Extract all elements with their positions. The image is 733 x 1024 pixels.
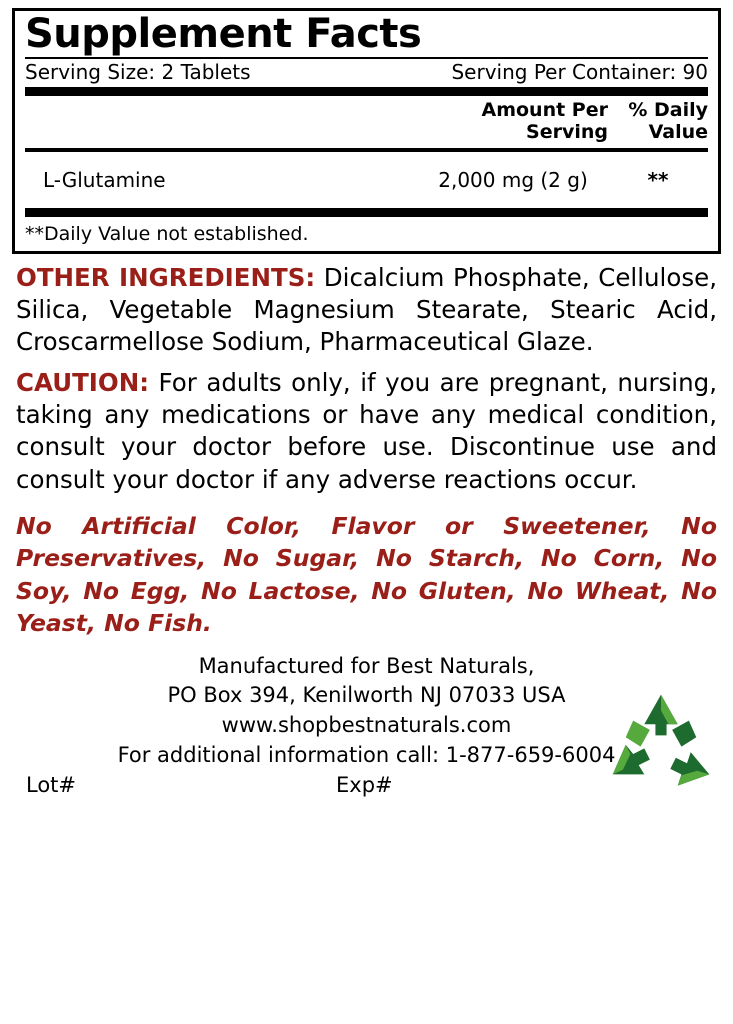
other-ingredients-text: Dicalcium Phosphate, Cellulose, Silica, Vegetable Magnesium Stearate, Stearic Acid, Croscarmellose Sodium, Pharmaceutical Glaze.	[16, 262, 717, 357]
column-header-amount-line1: Amount Per	[481, 99, 608, 121]
other-ingredients-paragraph	[16, 262, 717, 359]
column-header-amount-line2: Serving	[526, 120, 608, 143]
panel-rule-footnote-top	[25, 208, 708, 217]
nutrient-name: L-Glutamine	[43, 167, 166, 192]
column-header-amount	[418, 100, 608, 144]
supplement-facts-title: Supplement Facts	[25, 11, 422, 57]
lot-label: Lot#	[26, 772, 77, 797]
website-line[interactable]: www.shopbestnaturals.com	[221, 713, 512, 738]
column-header-dv-line2: Value	[648, 120, 708, 143]
manufactured-for-line: Manufactured for Best Naturals,	[198, 653, 535, 678]
daily-value-footnote: **Daily Value not established.	[25, 222, 309, 245]
nutrient-table-header	[25, 96, 708, 148]
caution-paragraph	[16, 367, 717, 496]
column-header-dv-line1: % Daily	[628, 99, 708, 121]
other-ingredients-heading: OTHER INGREDIENTS:	[16, 262, 316, 292]
nutrient-amount: 2,000 mg (2 g)	[438, 167, 588, 192]
serving-info-row	[25, 59, 708, 87]
panel-rule-heavy	[25, 87, 708, 96]
column-header-daily-value	[608, 100, 708, 144]
servings-per-container: Serving Per Container: 90	[451, 60, 708, 84]
phone-line: For additional information call: 1-877-659-6004	[117, 743, 616, 768]
caution-text: For adults only, if you are pregnant, nursing, taking any medications or have any medical condition, consult your doctor before use. Discontinue use and consult your doctor if any adverse reactions occur.	[16, 367, 717, 494]
nutrient-daily-value: **	[647, 167, 669, 192]
label-footer	[12, 652, 721, 797]
serving-size: Serving Size: 2 Tablets	[25, 60, 251, 84]
exp-label: Exp#	[336, 772, 393, 797]
free-from-claims: No Artificial Color, Flavor or Sweetener, No Preservatives, No Sugar, No Starch, No Corn, No Soy, No Egg, No Lactose, No Gluten, No Wheat, No Yeast, No Fish.	[16, 511, 717, 638]
table-row	[25, 152, 708, 208]
caution-heading: CAUTION:	[16, 367, 150, 397]
address-line: PO Box 394, Kenilworth NJ 07033 USA	[167, 683, 566, 708]
supplement-facts-panel	[12, 8, 721, 254]
recycle-icon	[605, 689, 717, 793]
